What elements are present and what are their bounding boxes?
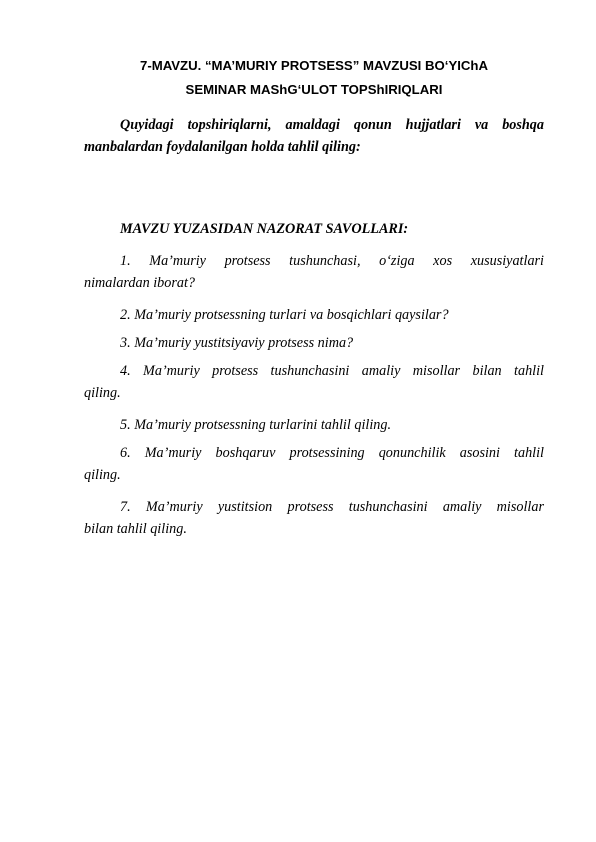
intro-line-2: manbalardan foydalanilgan holda tahlil qiling: <box>84 139 361 155</box>
question-4-line-2: qiling. <box>84 385 121 401</box>
question-item-2: 2. Ma’muriy protsessning turlari va bosqichlari qaysilar? <box>120 307 449 323</box>
question-6-line-2: qiling. <box>84 467 121 483</box>
question-item-1 <box>84 250 544 294</box>
question-item-5: 5. Ma’muriy protsessning turlarini tahlil qiling. <box>120 417 392 433</box>
page-title-line-1: 7-MAVZU. “MA’MURIY PROTSESS” MAVZUSI BO‘YIChA <box>139 58 489 73</box>
questions-heading: MAVZU YUZASIDAN NAZORAT SAVOLLARI: <box>120 221 409 237</box>
question-item-3: 3. Ma’muriy yustitsiyaviy protsess nima? <box>120 335 354 351</box>
intro-paragraph <box>84 114 544 158</box>
question-1-line-1: 1. Ma’muriy protsess tushunchasi, o‘ziga xos xususiyatlari <box>120 253 544 269</box>
question-item-7 <box>84 496 544 540</box>
question-item-6 <box>84 442 544 486</box>
question-7-line-2: bilan tahlil qiling. <box>84 521 187 537</box>
question-4-line-1: 4. Ma’muriy protsess tushunchasini amaliy misollar bilan tahlil <box>120 363 544 379</box>
page-title-line-2: SEMINAR MAShG‘ULOT TOPShIRIQLARI <box>185 82 443 97</box>
question-6-line-1: 6. Ma’muriy boshqaruv protsessining qonunchilik asosini tahlil <box>120 445 544 461</box>
question-1-line-2: nimalardan iborat? <box>84 275 196 291</box>
question-7-line-1: 7. Ma’muriy yustitsion protsess tushunchasini amaliy misollar <box>120 499 544 515</box>
question-item-4 <box>84 360 544 404</box>
intro-line-1: Quyidagi topshiriqlarni, amaldagi qonun hujjatlari va boshqa <box>120 117 544 133</box>
